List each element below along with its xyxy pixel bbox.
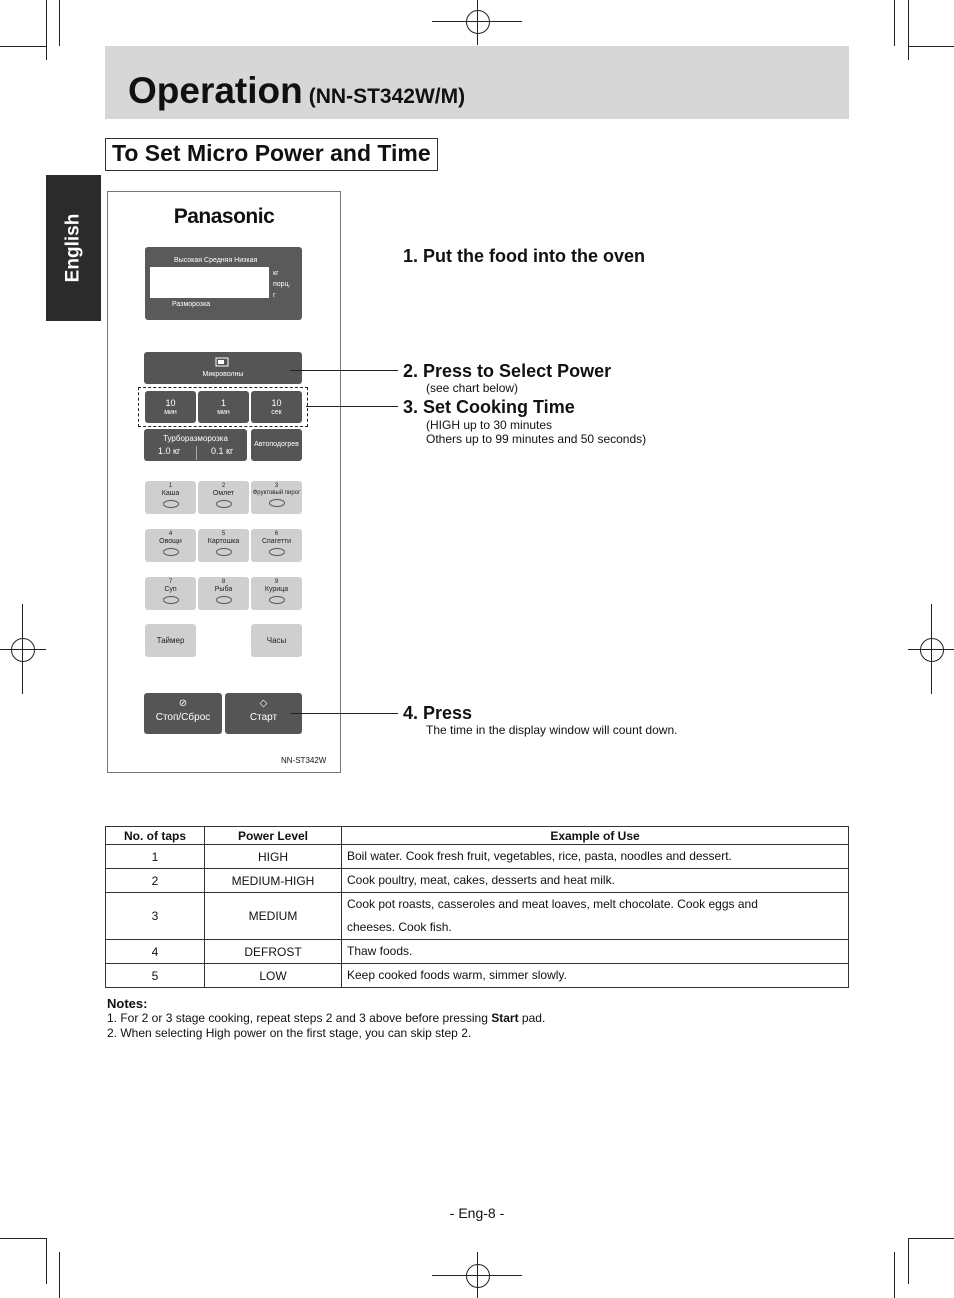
timer-label: Таймер bbox=[156, 636, 185, 645]
cell-use: Keep cooked foods warm, simmer slowly. bbox=[342, 964, 849, 988]
step-3: 3. Set Cooking Time bbox=[403, 397, 575, 417]
crop-mark bbox=[908, 0, 909, 60]
spaghetti-icon bbox=[269, 548, 285, 556]
step-4-sub: The time in the display window will count down. bbox=[426, 723, 678, 737]
auto-program-number: 7 bbox=[168, 579, 173, 585]
auto-program-name: Суп bbox=[164, 586, 177, 593]
time-10-sec-value: 10 bbox=[271, 398, 282, 408]
cell-level: HIGH bbox=[205, 845, 342, 869]
note-1-bold: Start bbox=[491, 1011, 519, 1025]
turbo-divider bbox=[196, 446, 197, 460]
table-row bbox=[106, 940, 849, 964]
auto-program-button[interactable] bbox=[251, 529, 302, 562]
auto-program-number: 1 bbox=[168, 483, 173, 489]
start-icon: ◇ bbox=[259, 698, 268, 709]
display-unit-kg: кг bbox=[273, 270, 279, 277]
time-10-min-value: 10 bbox=[165, 398, 176, 408]
leader-line-start bbox=[290, 713, 398, 714]
step-2: 2. Press to Select Power bbox=[403, 361, 612, 381]
cell-level: MEDIUM bbox=[205, 893, 342, 940]
cell-use: Thaw foods. bbox=[342, 940, 849, 964]
crop-mark bbox=[908, 1238, 909, 1284]
cell-taps: 2 bbox=[106, 869, 205, 893]
time-10-min-button[interactable] bbox=[145, 391, 196, 423]
auto-program-number: 5 bbox=[221, 531, 226, 537]
auto-program-button[interactable] bbox=[198, 529, 249, 562]
auto-program-name: Курица bbox=[264, 586, 289, 593]
stop-reset-button[interactable] bbox=[144, 693, 222, 734]
stop-icon: ⊘ bbox=[178, 698, 188, 709]
auto-program-button[interactable] bbox=[251, 481, 302, 514]
crop-mark bbox=[59, 0, 60, 46]
page-title-text: Operation bbox=[128, 70, 303, 111]
step-2-sub: (see chart below) bbox=[426, 381, 519, 395]
auto-program-name: Фруктовый пирог bbox=[252, 490, 301, 496]
note-1-text: 1. For 2 or 3 stage cooking, repeat steps 2 and 3 above before pressing bbox=[107, 1011, 492, 1025]
crop-mark bbox=[894, 1252, 895, 1298]
auto-program-name: Каша bbox=[161, 490, 180, 497]
turbo-defrost-label: Турборазморозка bbox=[163, 434, 228, 443]
crop-mark bbox=[46, 1238, 47, 1284]
table-row bbox=[106, 845, 849, 869]
display-unit-portion: порц. bbox=[273, 281, 291, 288]
crop-mark bbox=[908, 1238, 954, 1239]
header-power-level: Power Level bbox=[205, 827, 342, 845]
auto-program-name: Спагетти bbox=[261, 538, 292, 545]
auto-program-number: 4 bbox=[168, 531, 173, 537]
cell-taps: 3 bbox=[106, 893, 205, 940]
chicken-icon bbox=[269, 596, 285, 604]
start-label: Старт bbox=[249, 712, 278, 723]
note-1-end: pad. bbox=[518, 1011, 546, 1025]
cell-use: Boil water. Cook fresh fruit, vegetables, rice, pasta, noodles and dessert. bbox=[342, 845, 849, 869]
clock-label: Часы bbox=[266, 636, 287, 645]
turbo-weight-1kg: 1.0 кг bbox=[158, 446, 181, 456]
power-level-table bbox=[105, 826, 849, 988]
auto-program-number: 2 bbox=[221, 483, 226, 489]
note-1 bbox=[107, 1011, 545, 1026]
auto-program-number: 9 bbox=[274, 579, 279, 585]
display-defrost: Разморозка bbox=[172, 301, 211, 308]
display-screen bbox=[150, 267, 269, 298]
potato-icon bbox=[216, 548, 232, 556]
cell-taps: 5 bbox=[106, 964, 205, 988]
auto-program-name: Картошка bbox=[207, 538, 240, 545]
crop-mark bbox=[59, 1252, 60, 1298]
table-header-row bbox=[106, 827, 849, 845]
turbo-weight-01kg: 0.1 кг bbox=[211, 446, 234, 456]
auto-program-button[interactable] bbox=[145, 529, 196, 562]
table-row bbox=[106, 964, 849, 988]
time-10-sec-unit: сек bbox=[271, 409, 282, 416]
auto-program-button[interactable] bbox=[251, 577, 302, 610]
time-1-min-value: 1 bbox=[220, 398, 226, 408]
cell-use: Cook pot roasts, casseroles and meat loaves, melt chocolate. Cook eggs and cheeses. Cook fish. bbox=[342, 893, 849, 940]
step-3-sub-2: Others up to 99 minutes and 50 seconds) bbox=[426, 432, 647, 446]
display-power-levels: Высокая Средняя Низкая bbox=[174, 257, 258, 264]
registration-mark bbox=[466, 1264, 490, 1288]
cell-taps: 4 bbox=[106, 940, 205, 964]
soup-icon bbox=[163, 596, 179, 604]
cell-level: LOW bbox=[205, 964, 342, 988]
auto-program-button[interactable] bbox=[198, 577, 249, 610]
crop-mark bbox=[894, 0, 895, 46]
language-tab-label: English bbox=[62, 213, 84, 283]
leader-line-time bbox=[306, 406, 398, 407]
auto-program-number: 6 bbox=[274, 531, 279, 537]
panel-model-label: NN-ST342W bbox=[281, 756, 327, 765]
cell-taps: 1 bbox=[106, 845, 205, 869]
step-1: 1. Put the food into the oven bbox=[403, 246, 645, 266]
time-10-min-unit: мин bbox=[164, 409, 177, 416]
cell-use: Cook poultry, meat, cakes, desserts and heat milk. bbox=[342, 869, 849, 893]
notes-title: Notes: bbox=[107, 996, 148, 1011]
plate-icon bbox=[216, 500, 232, 508]
auto-program-button[interactable] bbox=[145, 481, 196, 514]
plate-icon bbox=[163, 500, 179, 508]
note-2: 2. When selecting High power on the first stage, you can skip step 2. bbox=[107, 1026, 472, 1040]
auto-program-name: Рыба bbox=[214, 586, 233, 593]
auto-program-number: 8 bbox=[221, 579, 226, 585]
time-1-min-button[interactable] bbox=[198, 391, 249, 423]
header-taps: No. of taps bbox=[106, 827, 205, 845]
table-row bbox=[106, 869, 849, 893]
fish-icon bbox=[216, 596, 232, 604]
display-units bbox=[273, 268, 291, 301]
registration-mark bbox=[920, 638, 944, 662]
crop-mark bbox=[0, 1238, 46, 1239]
page-model: (NN-ST342W/M) bbox=[308, 85, 466, 108]
stop-reset-label: Стоп/Сброс bbox=[155, 712, 211, 723]
step-4: 4. Press bbox=[403, 703, 473, 723]
header-example: Example of Use bbox=[342, 827, 849, 845]
time-1-min-unit: мин bbox=[217, 409, 230, 416]
auto-program-button[interactable] bbox=[145, 577, 196, 610]
leader-line-power bbox=[290, 370, 398, 371]
auto-program-name: Овощи bbox=[159, 538, 182, 545]
display-unit-g: г bbox=[273, 292, 276, 299]
brand-logo: Panasonic bbox=[173, 205, 275, 228]
auto-program-number: 3 bbox=[274, 483, 279, 489]
page-number: - Eng-8 - bbox=[449, 1205, 505, 1221]
plate-icon bbox=[269, 499, 285, 507]
page-title bbox=[128, 70, 465, 112]
registration-mark bbox=[466, 10, 490, 34]
clock-button[interactable] bbox=[251, 624, 302, 657]
notes bbox=[107, 996, 545, 1041]
cell-level: DEFROST bbox=[205, 940, 342, 964]
vegetable-icon bbox=[163, 548, 179, 556]
auto-program-button[interactable] bbox=[198, 481, 249, 514]
auto-reheat-label: Автоподогрев bbox=[254, 441, 299, 448]
registration-mark bbox=[11, 638, 35, 662]
step-3-sub-1: (HIGH up to 30 minutes bbox=[426, 418, 553, 432]
crop-mark bbox=[46, 0, 47, 60]
table-row bbox=[106, 893, 849, 940]
crop-mark bbox=[908, 46, 954, 47]
micro-power-label: Микроволны bbox=[202, 371, 244, 378]
microwave-icon bbox=[215, 357, 229, 367]
cell-level: MEDIUM-HIGH bbox=[205, 869, 342, 893]
language-tab-label-wrap bbox=[46, 175, 101, 321]
section-title: To Set Micro Power and Time bbox=[105, 138, 438, 171]
auto-program-name: Омлет bbox=[212, 490, 235, 497]
crop-mark bbox=[0, 46, 46, 47]
timer-button[interactable] bbox=[145, 624, 196, 657]
time-10-sec-button[interactable] bbox=[251, 391, 302, 423]
